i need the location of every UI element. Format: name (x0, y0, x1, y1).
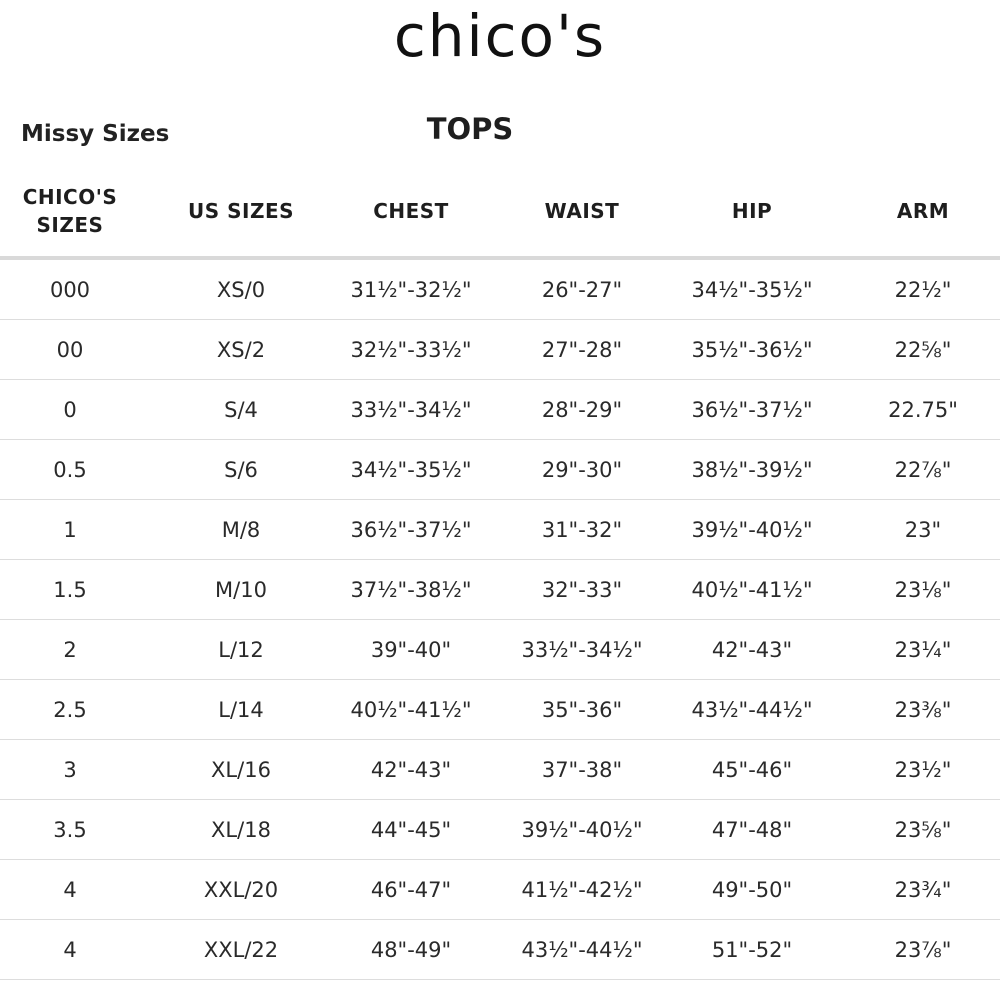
chart-title: TOPS (426, 112, 514, 146)
cell-us-size: XXL/22 (203, 937, 279, 962)
table-row (0, 860, 1000, 920)
cell-chicos-size: 4 (63, 877, 77, 902)
cell-chest: 32½"-33½" (350, 337, 472, 362)
cell-waist: 27"-28" (541, 337, 623, 362)
header-us-sizes: US SIZES (187, 199, 295, 223)
cell-chest: 36½"-37½" (350, 517, 472, 542)
cell-chest: 33½"-34½" (350, 397, 472, 422)
cell-chest: 46"-47" (370, 877, 452, 902)
cell-arm: 22.75" (888, 397, 958, 422)
cell-chicos-size: 3 (63, 757, 77, 782)
cell-us-size: XL/18 (211, 817, 271, 842)
cell-arm: 23⅞" (894, 937, 952, 962)
cell-waist: 32"-33" (541, 577, 623, 602)
cell-arm: 23⅜" (894, 697, 952, 722)
cell-chicos-size: 2 (63, 637, 77, 662)
cell-chest: 34½"-35½" (350, 457, 472, 482)
cell-arm: 22½" (894, 277, 952, 302)
cell-hip: 34½"-35½" (691, 277, 813, 302)
cell-us-size: XXL/20 (203, 877, 279, 902)
cell-chicos-size: 1 (63, 517, 77, 542)
cell-waist: 41½"-42½" (521, 877, 643, 902)
header-chicos-sizes-line2: SIZES (36, 213, 104, 237)
cell-arm: 22⅝" (894, 337, 952, 362)
table-row (0, 500, 1000, 560)
cell-waist: 29"-30" (541, 457, 623, 482)
cell-us-size: S/6 (224, 457, 258, 482)
cell-hip: 51"-52" (711, 937, 793, 962)
cell-hip: 35½"-36½" (691, 337, 813, 362)
table-row (0, 320, 1000, 380)
cell-hip: 45"-46" (711, 757, 793, 782)
cell-waist: 31"-32" (541, 517, 623, 542)
cell-waist: 33½"-34½" (521, 637, 643, 662)
table-header-row (0, 176, 1000, 256)
cell-us-size: XS/0 (216, 277, 266, 302)
cell-waist: 35"-36" (541, 697, 623, 722)
cell-chicos-size: 000 (49, 277, 91, 302)
cell-waist: 39½"-40½" (521, 817, 643, 842)
table-row (0, 260, 1000, 320)
cell-chicos-size: 3.5 (53, 817, 87, 842)
table-row (0, 620, 1000, 680)
cell-arm: 22⅞" (894, 457, 952, 482)
cell-chicos-size: 2.5 (53, 697, 87, 722)
header-chest: CHEST (373, 199, 449, 223)
cell-chest: 48"-49" (370, 937, 452, 962)
cell-chest: 39"-40" (370, 637, 452, 662)
cell-chicos-size: 0.5 (53, 457, 87, 482)
cell-waist: 37"-38" (541, 757, 623, 782)
table-row (0, 380, 1000, 440)
cell-chicos-size: 00 (56, 337, 84, 362)
cell-chicos-size: 1.5 (53, 577, 87, 602)
cell-arm: 23½" (894, 757, 952, 782)
table-row (0, 560, 1000, 620)
cell-chicos-size: 4 (63, 937, 77, 962)
cell-chest: 37½"-38½" (350, 577, 472, 602)
cell-hip: 49"-50" (711, 877, 793, 902)
cell-arm: 23" (904, 517, 942, 542)
cell-chest: 42"-43" (370, 757, 452, 782)
brand-logo: chico's (393, 2, 607, 70)
header-chicos-sizes-line1: CHICO'S (22, 185, 118, 209)
cell-us-size: L/14 (218, 697, 264, 722)
cell-arm: 23⅛" (894, 577, 952, 602)
cell-hip: 42"-43" (711, 637, 793, 662)
table-row (0, 680, 1000, 740)
cell-chest: 31½"-32½" (350, 277, 472, 302)
cell-hip: 43½"-44½" (691, 697, 813, 722)
cell-chest: 44"-45" (370, 817, 452, 842)
size-table-body (0, 260, 1000, 980)
table-row (0, 920, 1000, 980)
header-chicos-sizes (0, 176, 140, 246)
cell-arm: 23⅝" (894, 817, 952, 842)
cell-waist: 28"-29" (541, 397, 623, 422)
cell-hip: 39½"-40½" (691, 517, 813, 542)
cell-chicos-size: 0 (63, 397, 77, 422)
cell-hip: 47"-48" (711, 817, 793, 842)
table-row (0, 440, 1000, 500)
cell-hip: 36½"-37½" (691, 397, 813, 422)
header-hip: HIP (731, 199, 773, 223)
header-arm: ARM (896, 199, 950, 223)
table-row (0, 740, 1000, 800)
cell-us-size: M/8 (221, 517, 261, 542)
cell-waist: 26"-27" (541, 277, 623, 302)
cell-waist: 43½"-44½" (521, 937, 643, 962)
cell-chest: 40½"-41½" (350, 697, 472, 722)
cell-us-size: L/12 (218, 637, 264, 662)
cell-us-size: S/4 (224, 397, 258, 422)
cell-arm: 23¾" (894, 877, 952, 902)
header-waist: WAIST (544, 199, 620, 223)
table-row (0, 800, 1000, 860)
cell-us-size: XS/2 (216, 337, 266, 362)
cell-arm: 23¼" (894, 637, 952, 662)
size-category-label: Missy Sizes (21, 121, 170, 147)
cell-hip: 40½"-41½" (691, 577, 813, 602)
cell-us-size: XL/16 (211, 757, 271, 782)
cell-us-size: M/10 (215, 577, 267, 602)
cell-hip: 38½"-39½" (691, 457, 813, 482)
